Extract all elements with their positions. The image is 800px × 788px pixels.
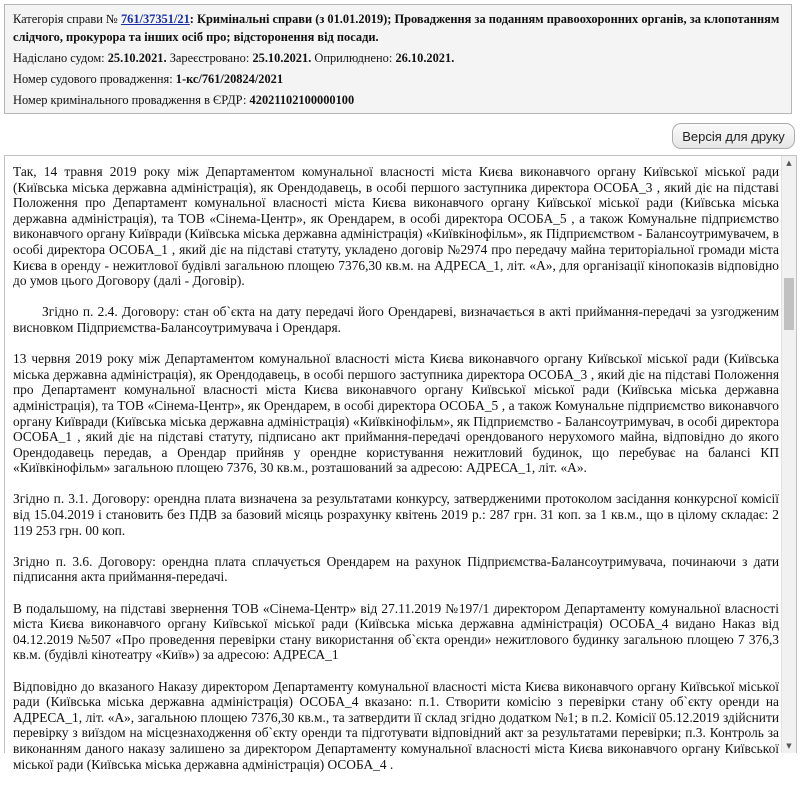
paragraph: Згідно п. 3.6. Договору: орендна плата сплачується Орендарем на рахунок Підприємства-Балансоутримувача, починаючи з дати підписання акта приймання-передачі. bbox=[13, 553, 779, 585]
criminal-number: 42021102100000100 bbox=[249, 93, 355, 107]
paragraph: Згідно п. 2.4. Договору: стан об`єкта на дату передачі його Орендареві, визначається в акті приймання-передачі за узгодженим висновком Підприємства-Балансоутримувача і Орендаря. bbox=[13, 304, 779, 335]
published-date: 26.10.2021. bbox=[395, 51, 455, 65]
arrow-up-icon[interactable]: ▲ bbox=[786, 159, 792, 167]
criminal-proceeding-line bbox=[13, 91, 783, 109]
court-proc-number: 1-кс/761/20824/2021 bbox=[175, 72, 284, 86]
category-label: Категорія справи № bbox=[13, 12, 118, 26]
sent-label: Надіслано судом: bbox=[13, 51, 105, 65]
arrow-down-icon[interactable]: ▼ bbox=[786, 742, 792, 750]
court-proceeding-line bbox=[13, 70, 783, 88]
document-text bbox=[13, 164, 779, 788]
dates-line bbox=[13, 49, 783, 67]
case-category-line: Категорія справи № 761/37351/21: Кримінальні справи (з 01.01.2019); Провадження за поданням правоохоронних органів, за клопотанням слідчого, прокурора та інших осіб про; відсторонення від посади. bbox=[13, 12, 780, 44]
scrollbar-thumb[interactable] bbox=[784, 278, 794, 330]
paragraph: Так, 14 травня 2019 року між Департаментом комунальної власності міста Києва виконавчого органу Київської міської ради (Київська міська державна адміністрація), як Орендодавець, в особі першого заступника директора ОСОБА_3 , який діє на підставі Положення про Департамент комунальної власності міста Києва виконавчого органу Київської міської ради (Київська міська державна адміністрація), та ТОВ «Сінема-Центр», як Орендарем, в особі директора ОСОБА_5 , а також Комунальне підприємство виконавчого органу Київради (Київська міська державна адміністрація) «Київкінофільм», як Підприємством - Балансоутримувачем, в особі директора ОСОБА_1 , який діє на підставі статуту, укладено договір №2974 про передачу майна територіальної громади міста Києва в оренду - нежитлової будівлі загальною площею 7376,30 кв.м. на АДРЕСА_1, літ. «А», для організації кінопоказів відповідно до умов цього Договору (далі - Договір). bbox=[13, 164, 779, 289]
paragraph: Згідно п. 3.1. Договору: орендна плата визначена за результатами конкурсу, затвердженими протоколом засідання конкурсної комісії від 15.04.2019 і становить без ПДВ за базовий місяць розрахунку квітень 2019 р.: 287 грн. 31 коп. за 1 кв.м., що в цілому складає: 2 119 253 грн. 00 коп. bbox=[13, 491, 779, 538]
paragraph: В подальшому, на підставі звернення ТОВ «Сінема-Центр» від 27.11.2019 №197/1 директором Департаменту комунальної власності міста Києва виконавчого органу Київської міської ради (Київська міська державна адміністрація) ОСОБА_4 видано Наказ від 04.12.2019 №507 «Про проведення перевірки стану використання об`єкта оренди» нежитлового будинку загальною площею 7 376,3 кв.м. (будівлі кінотеатру «Київ») за адресою: АДРЕСА_1 bbox=[13, 600, 779, 663]
category-text: Кримінальні справи (з 01.01.2019); Провадження за поданням правоохоронних органів, за клопотанням слідчого, прокурора та інших осіб про; відсторонення від посади. bbox=[13, 12, 780, 44]
paragraph: Відповідно до вказаного Наказу директором Департаменту комунальної власності міста Києва виконавчого органу Київської міської ради (Київська міська державна адміністрація) ОСОБА_4 вказано: п.1. Створити комісію з перевірки стану об`єкту оренди на АДРЕСА_1, літ. «А», загальною площею 7376,30 кв.м., та затвердити її склад згідно додатком №1; в п.2. Комісії 05.12.2019 здійснити перевірку з виїздом на місцезнаходження об`єкту оренди та підготувати відповідний акт за результатами перевірки; п.3. Контроль за виконанням даного наказу залишено за директором Департаменту комунальної власності міста Києва виконавчого органу Київської міської ради (Київська міська державна адміністрація) ОСОБА_4 . bbox=[13, 678, 779, 772]
case-info-panel bbox=[4, 4, 792, 114]
registered-label: Зареєстровано: bbox=[169, 51, 250, 65]
registered-date: 25.10.2021. bbox=[252, 51, 312, 65]
print-version-button[interactable]: Версія для друку bbox=[672, 123, 795, 149]
court-proc-label: Номер судового провадження: bbox=[13, 72, 173, 86]
paragraph: 13 червня 2019 року між Департаментом комунальної власності міста Києва виконавчого органу Київської міської ради (Київська міська державна адміністрація), як Орендодавець, в особі першого заступника директора ОСОБА_3 , який діє на підставі Положення про Департамент комунальної власності міста Києва виконавчого органу Київської міської ради (Київська міська державна адміністрація), та ТОВ «Сінема-Центр», як Орендарем, в особі директора ОСОБА_5 , а також Комунальне підприємство виконавчого органу Київради (Київська міська державна адміністрація) «Київкінофільм», як Підприємство - Балансоутримувач, в особі директора ОСОБА_1 , який діє на підставі статуту, підписано акт приймання-передачі орендованого нерухомого майна, відповідно до якого Орендодавець передав, а Орендар прийняв у орендне користування нежитловий будинок, що перебуває на балансі КП «Київкінофільм» загальною площею 7376, 30 кв.м., розташований за адресою: АДРЕСА_1, літ. «А». bbox=[13, 351, 779, 476]
published-label: Оприлюднено: bbox=[314, 51, 393, 65]
sent-date: 25.10.2021. bbox=[107, 51, 167, 65]
case-number-link[interactable]: 761/37351/21 bbox=[120, 12, 190, 26]
document-frame[interactable] bbox=[4, 155, 797, 772]
vertical-scrollbar[interactable] bbox=[781, 156, 796, 753]
criminal-label: Номер кримінального провадження в ЄРДР: bbox=[13, 93, 247, 107]
